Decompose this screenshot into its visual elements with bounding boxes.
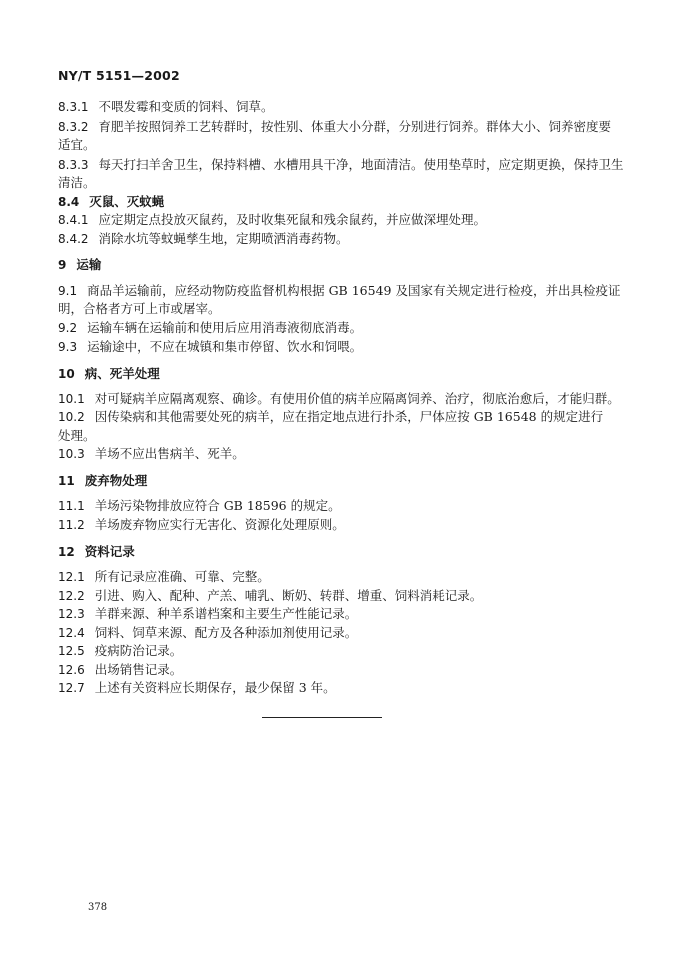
- clause-number: 9.3: [58, 340, 78, 354]
- clause-11-2: [58, 516, 618, 534]
- clause-12-6: [58, 661, 618, 679]
- clause-8-3-1: [58, 98, 618, 116]
- clause-continuation: [58, 136, 618, 153]
- page-number: 378: [88, 902, 108, 913]
- clause-9-1: [58, 282, 621, 300]
- clause-12-2: [58, 587, 618, 605]
- clause-number: 12.6: [58, 663, 85, 677]
- clause-text: 不喂发霉和变质的饲料、饲草。: [98, 99, 274, 114]
- clause-8-4-2: [58, 230, 618, 248]
- section-number: 10: [58, 367, 75, 381]
- section-title: 灭鼠、灭蚊蝇: [89, 194, 165, 209]
- clause-text: 对可疑病羊应隔离观察、确诊。有使用价值的病羊应隔离饲养、治疗，彻底治愈后，才能归群。: [94, 391, 620, 406]
- clause-number: 8.3.3: [58, 158, 89, 172]
- section-heading-11: [58, 472, 618, 490]
- clause-10-3: [58, 445, 618, 463]
- clause-9-3: [58, 338, 618, 356]
- clause-text: 处理。: [58, 428, 96, 443]
- clause-text: 出场销售记录。: [94, 662, 183, 677]
- clause-10-2: [58, 408, 618, 426]
- section-title: 废弃物处理: [84, 473, 148, 488]
- clause-number: 10.1: [58, 392, 85, 406]
- section-heading-9: [58, 256, 618, 274]
- clause-number: 9.1: [58, 284, 78, 298]
- clause-number: 12.1: [58, 570, 85, 584]
- clause-number: 12.7: [58, 681, 85, 695]
- section-title: 病、死羊处理: [84, 366, 160, 381]
- clause-10-1: [58, 390, 618, 408]
- clause-number: 8.4.2: [58, 232, 89, 246]
- clause-text: 运输途中，不应在城镇和集市停留、饮水和饲喂。: [87, 339, 363, 354]
- clause-11-1: [58, 497, 618, 515]
- clause-9-2: [58, 319, 618, 337]
- clause-text: 每天打扫羊舍卫生，保持料槽、水槽用具干净，地面清洁。使用垫草时，应定期更换，保持卫生: [98, 157, 624, 172]
- clause-text: 羊场污染物排放应符合 GB 18596 的规定。: [94, 498, 341, 513]
- section-number: 11: [58, 474, 75, 488]
- section-heading-10: [58, 365, 618, 383]
- clause-12-1: [58, 568, 618, 586]
- section-heading-12: [58, 543, 618, 561]
- clause-text: 育肥羊按照饲养工艺转群时，按性别、体重大小分群，分别进行饲养。群体大小、饲养密度要: [98, 119, 612, 134]
- section-number: 8.4: [58, 195, 80, 209]
- clause-number: 11.2: [58, 518, 85, 532]
- clause-text: 羊群来源、种羊系谱档案和主要生产性能记录。: [94, 606, 358, 621]
- clause-continuation: [58, 427, 618, 444]
- clause-number: 10.3: [58, 447, 85, 461]
- clause-number: 11.1: [58, 499, 85, 513]
- clause-text: 运输车辆在运输前和使用后应用消毒液彻底消毒。: [87, 320, 363, 335]
- clause-text: 商品羊运输前，应经动物防疫监督机构根据 GB 16549 及国家有关规定进行检疫，并出具检疫证: [87, 283, 621, 298]
- clause-text: 引进、购入、配种、产羔、哺乳、断奶、转群、增重、饲料消耗记录。: [94, 588, 483, 603]
- clause-text: 上述有关资料应长期保存，最少保留 3 年。: [94, 680, 336, 695]
- clause-text: 清洁。: [58, 175, 96, 190]
- clause-number: 12.2: [58, 589, 85, 603]
- clause-text: 羊场废弃物应实行无害化、资源化处理原则。: [94, 517, 345, 532]
- clause-continuation: [58, 174, 618, 191]
- clause-number: 12.3: [58, 607, 85, 621]
- clause-number: 12.5: [58, 644, 85, 658]
- section-number: 9: [58, 258, 67, 272]
- section-title: 运输: [76, 257, 102, 272]
- clause-8-3-2: [58, 118, 618, 136]
- clause-12-4: [58, 624, 618, 642]
- clause-text: 所有记录应准确、可靠、完整。: [94, 569, 270, 584]
- clause-continuation: [58, 300, 618, 317]
- standard-number: NY/T 5151—2002: [58, 68, 180, 83]
- clause-number: 8.3.2: [58, 120, 89, 134]
- clause-text: 因传染病和其他需要处死的病羊，应在指定地点进行扑杀，尸体应按 GB 16548 的规定进行: [94, 409, 604, 424]
- clause-number: 12.4: [58, 626, 85, 640]
- clause-text: 明，合格者方可上市或屠宰。: [58, 301, 221, 316]
- clause-12-7: [58, 679, 618, 697]
- section-heading-8-4: [58, 193, 618, 211]
- clause-number: 8.3.1: [58, 100, 89, 114]
- clause-text: 疫病防治记录。: [94, 643, 183, 658]
- clause-text: 羊场不应出售病羊、死羊。: [94, 446, 245, 461]
- clause-number: 8.4.1: [58, 213, 89, 227]
- clause-text: 饲料、饲草来源、配方及各种添加剂使用记录。: [94, 625, 358, 640]
- clause-8-3-3: [58, 156, 624, 174]
- clause-number: 9.2: [58, 321, 78, 335]
- clause-12-5: [58, 642, 618, 660]
- clause-text: 消除水坑等蚊蝇孳生地，定期喷洒消毒药物。: [98, 231, 349, 246]
- section-title: 资料记录: [84, 544, 135, 559]
- clause-8-4-1: [58, 211, 618, 229]
- clause-text: 应定期定点投放灭鼠药，及时收集死鼠和残余鼠药，并应做深埋处理。: [98, 212, 487, 227]
- end-rule: [262, 717, 382, 718]
- clause-12-3: [58, 605, 618, 623]
- clause-number: 10.2: [58, 410, 85, 424]
- section-number: 12: [58, 545, 75, 559]
- clause-text: 适宜。: [58, 137, 96, 152]
